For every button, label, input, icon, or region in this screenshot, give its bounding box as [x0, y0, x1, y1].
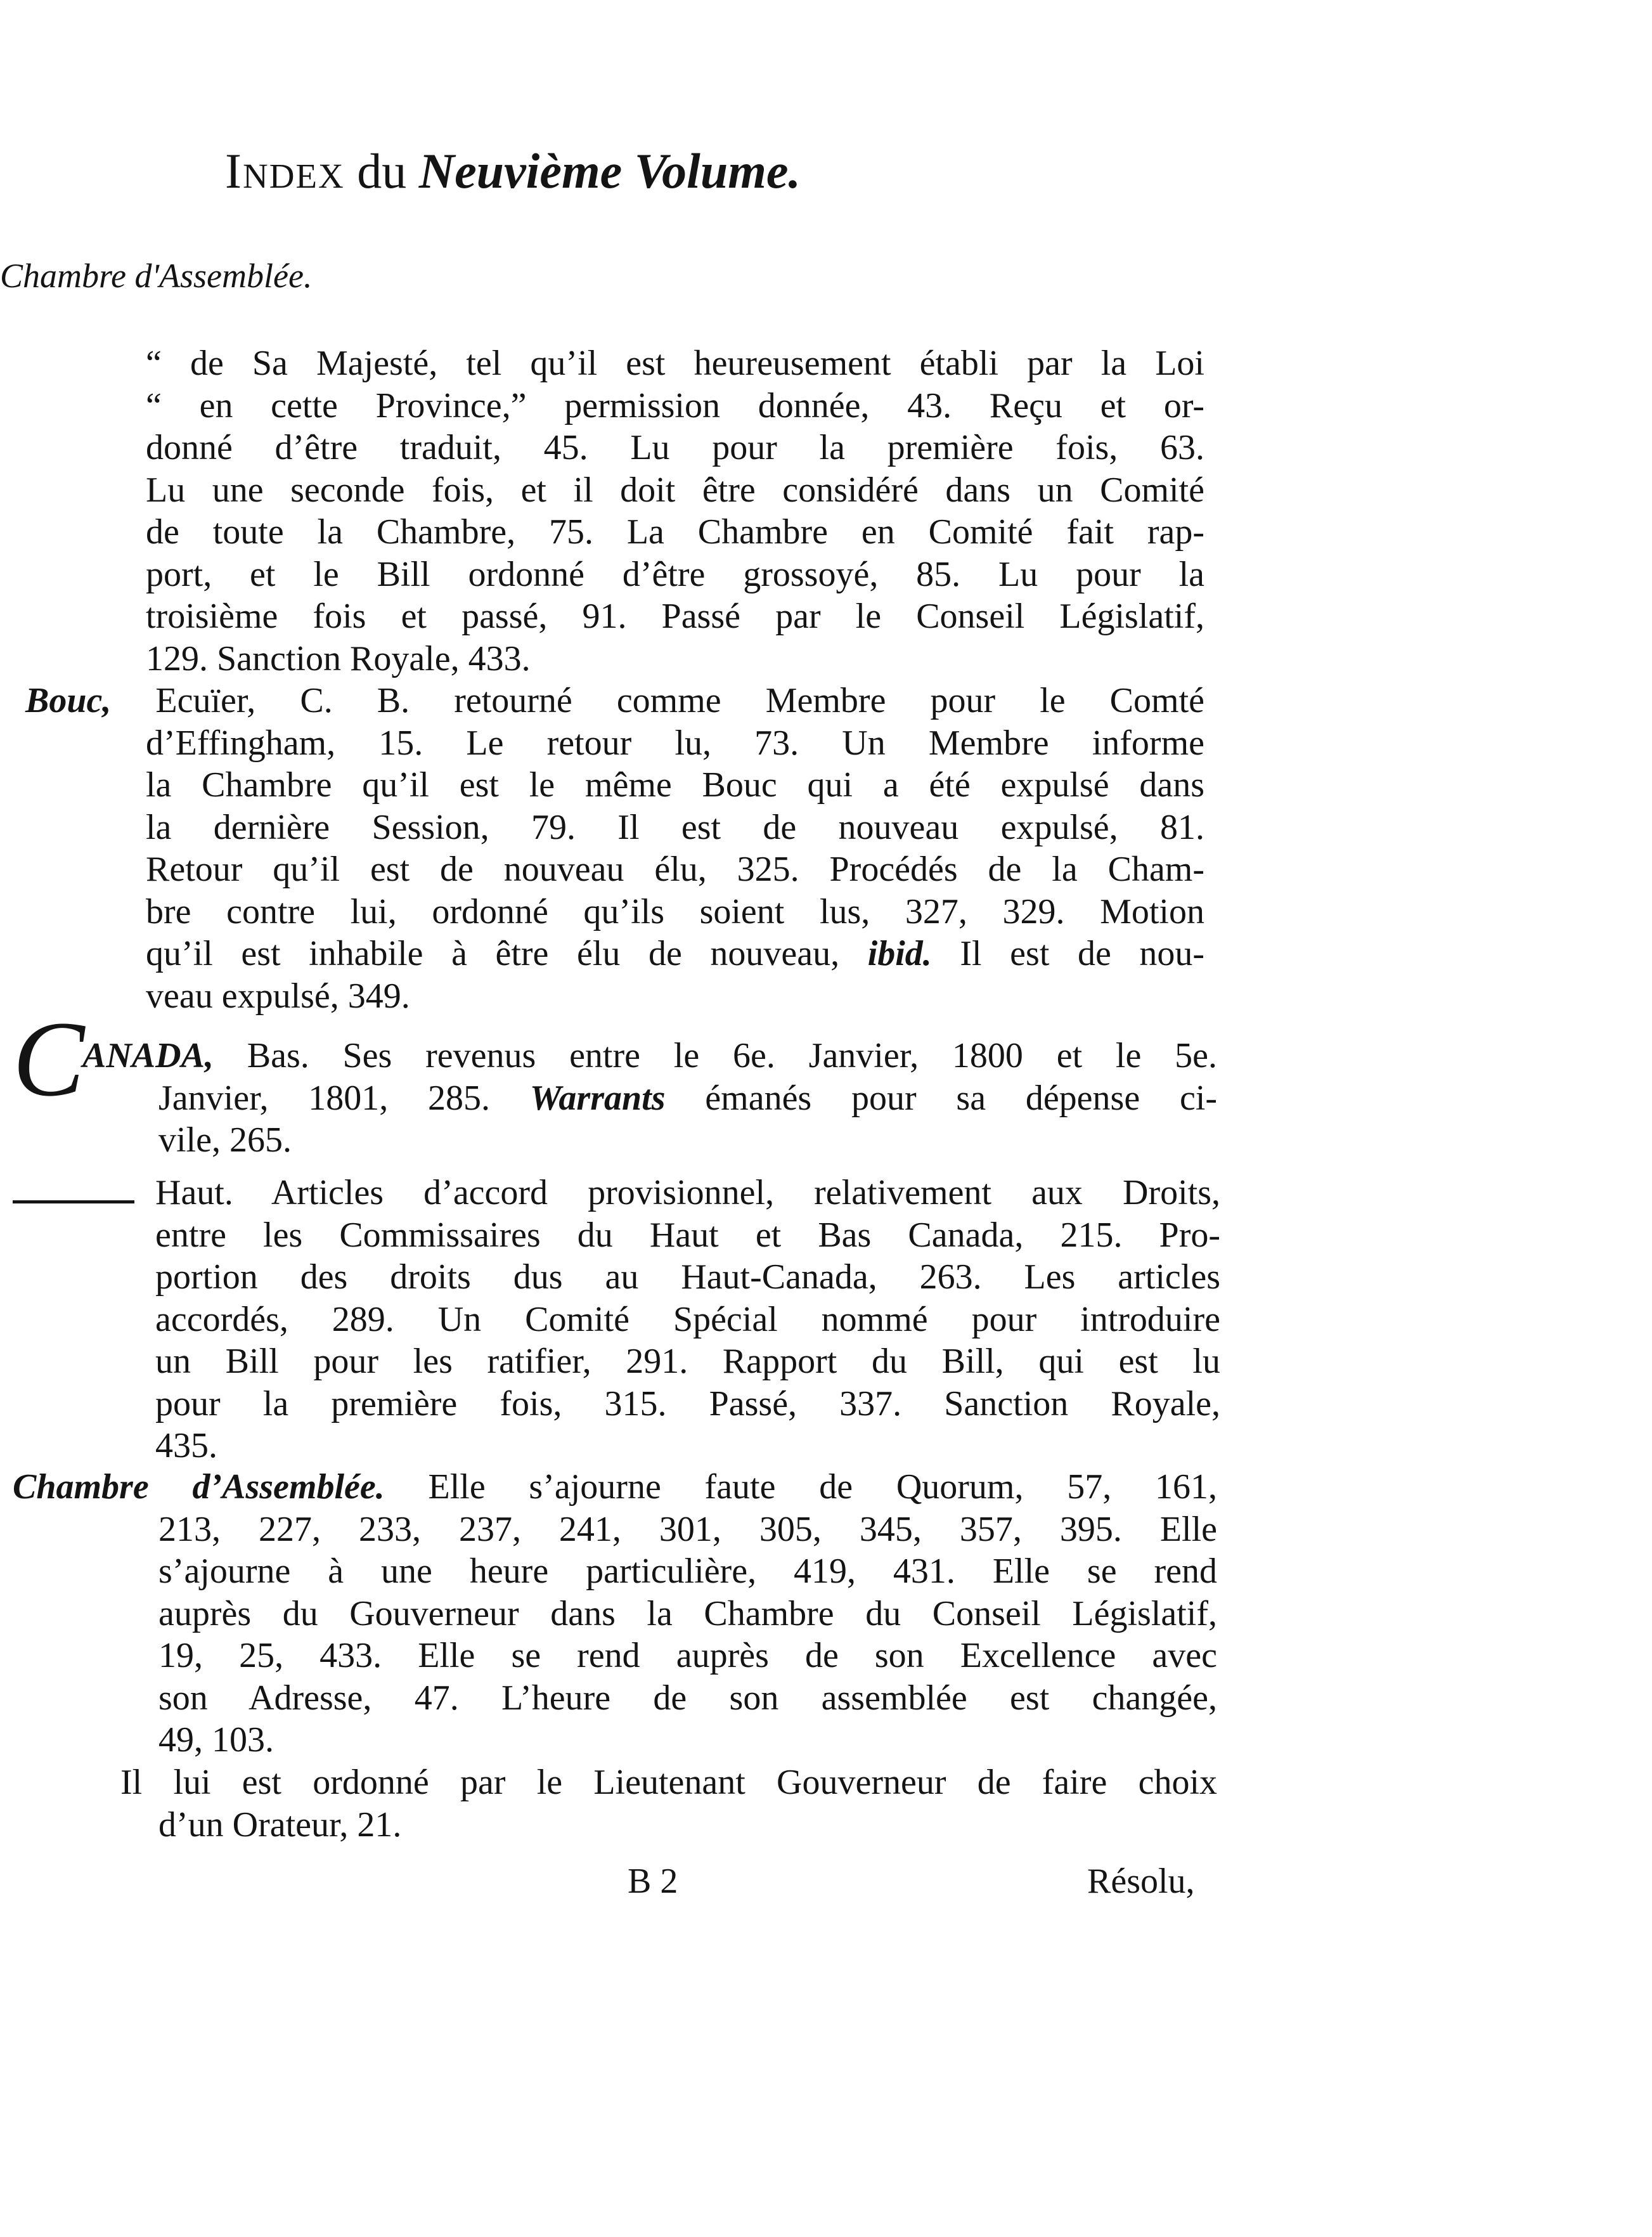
entry-line: accordés, 289. Un Comité Spécial nommé pour introduire	[155, 1299, 1220, 1339]
entry-line: la dernière Session, 79. Il est de nouveau expulsé, 81.	[146, 807, 1204, 847]
entry-line: Il lui est ordonné par le Lieutenant Gouverneur de faire choix	[120, 1763, 1217, 1802]
entry-label: Bouc,	[25, 681, 112, 720]
title-du: du	[357, 143, 407, 198]
index-entry-canada-body	[158, 1077, 1217, 1162]
running-header: Chambre d'Assemblée.	[0, 257, 313, 295]
entry-line: veau expulsé, 349.	[146, 976, 410, 1016]
entry-line: troisième fois et passé, 91. Passé par le Conseil Législatif,	[146, 597, 1204, 636]
entry-line: entre les Commissaires du Haut et Bas Canada, 215. Pro-	[155, 1215, 1220, 1255]
entry-line: “ en cette Province,” permission donnée, 43. Reçu et or-	[146, 386, 1204, 425]
entry-line: la Chambre qu’il est le même Bouc qui a été expulsé dans	[146, 765, 1204, 805]
entry-line: de toute la Chambre, 75. La Chambre en Comité fait rap-	[146, 512, 1204, 552]
index-entry-chambre	[13, 1466, 1217, 1508]
entry-line: 435.	[155, 1426, 217, 1465]
entry-line: Retour qu’il est de nouveau élu, 325. Procédés de la Cham-	[146, 850, 1204, 889]
index-entry-orateur-body	[158, 1804, 1217, 1846]
entry-line: bre contre lui, ordonné qu’ils soient lus, 327, 329. Motion	[146, 892, 1204, 931]
entry-line: s’ajourne à une heure particulière, 419, 431. Elle se rend	[158, 1552, 1217, 1591]
index-entry-orateur	[120, 1761, 1217, 1804]
em-dash-rule	[13, 1200, 134, 1203]
entry-line: d’un Orateur, 21.	[158, 1805, 402, 1845]
index-entry-continuation	[146, 342, 1204, 680]
index-entry-canada	[82, 1035, 1217, 1077]
index-entry-bouc	[25, 680, 1204, 722]
entry-warrants: Warrants	[529, 1078, 666, 1118]
entry-line: Il est de nou-	[960, 934, 1205, 973]
entry-line: pour la première fois, 315. Passé, 337. Sanction Royale,	[155, 1384, 1220, 1423]
entry-label: ANADA,	[82, 1036, 214, 1075]
index-entry-chambre-body	[158, 1508, 1217, 1761]
entry-line: Janvier, 1801, 285.	[158, 1078, 491, 1118]
entry-line: un Bill pour les ratifier, 291. Rapport du Bill, qui est lu	[155, 1342, 1220, 1381]
index-entry-haut	[155, 1172, 1220, 1467]
entry-line: d’Effingham, 15. Le retour lu, 73. Un Membre informe	[146, 723, 1204, 763]
entry-line: auprès du Gouverneur dans la Chambre du Conseil Législatif,	[158, 1593, 1217, 1633]
entry-label: Chambre d’Assemblée.	[13, 1467, 385, 1507]
entry-line: Haut. Articles d’accord provisionnel, relativement aux Droits,	[155, 1173, 1220, 1212]
entry-line: son Adresse, 47. L’heure de son assemblée est changée,	[158, 1678, 1217, 1718]
entry-line: Ecuïer, C. B. retourné comme Membre pour le Comté	[155, 681, 1204, 720]
entry-line: Lu une seconde fois, et il doit être considéré dans un Comité	[146, 470, 1204, 510]
signature-mark: B 2	[628, 1862, 678, 1901]
page-title	[225, 136, 1366, 206]
entry-line: “ de Sa Majesté, tel qu’il est heureusement établi par la Loi	[146, 344, 1204, 383]
title-volume: Neuvième Volume.	[418, 143, 801, 198]
title-prefix: Index	[225, 143, 345, 198]
entry-line: émanés pour sa dépense ci-	[705, 1078, 1218, 1118]
entry-line: Bas. Ses revenus entre le 6e. Janvier, 1800 et le 5e.	[247, 1036, 1217, 1075]
entry-line: port, et le Bill ordonné d’être grossoyé, 85. Lu pour la	[146, 554, 1204, 594]
entry-line: 19, 25, 433. Elle se rend auprès de son Excellence avec	[158, 1636, 1217, 1675]
entry-line: 129. Sanction Royale, 433.	[146, 639, 531, 678]
drop-cap: C	[13, 999, 85, 1118]
entry-line: donné d’être traduit, 45. Lu pour la première fois, 63.	[146, 428, 1204, 467]
index-entry-bouc-body	[146, 722, 1204, 1018]
entry-line: 213, 227, 233, 237, 241, 301, 305, 345, 357, 395. Elle	[158, 1509, 1217, 1549]
entry-line: Elle s’ajourne faute de Quorum, 57, 161,	[428, 1467, 1217, 1507]
catchword: Résolu,	[1087, 1862, 1195, 1901]
entry-line: vile, 265.	[158, 1120, 292, 1160]
entry-line: qu’il est inhabile à être élu de nouveau,	[146, 934, 840, 973]
entry-ibid: ibid.	[867, 934, 932, 973]
entry-line: portion des droits dus au Haut-Canada, 263. Les articles	[155, 1257, 1220, 1297]
entry-line: 49, 103.	[158, 1720, 274, 1760]
